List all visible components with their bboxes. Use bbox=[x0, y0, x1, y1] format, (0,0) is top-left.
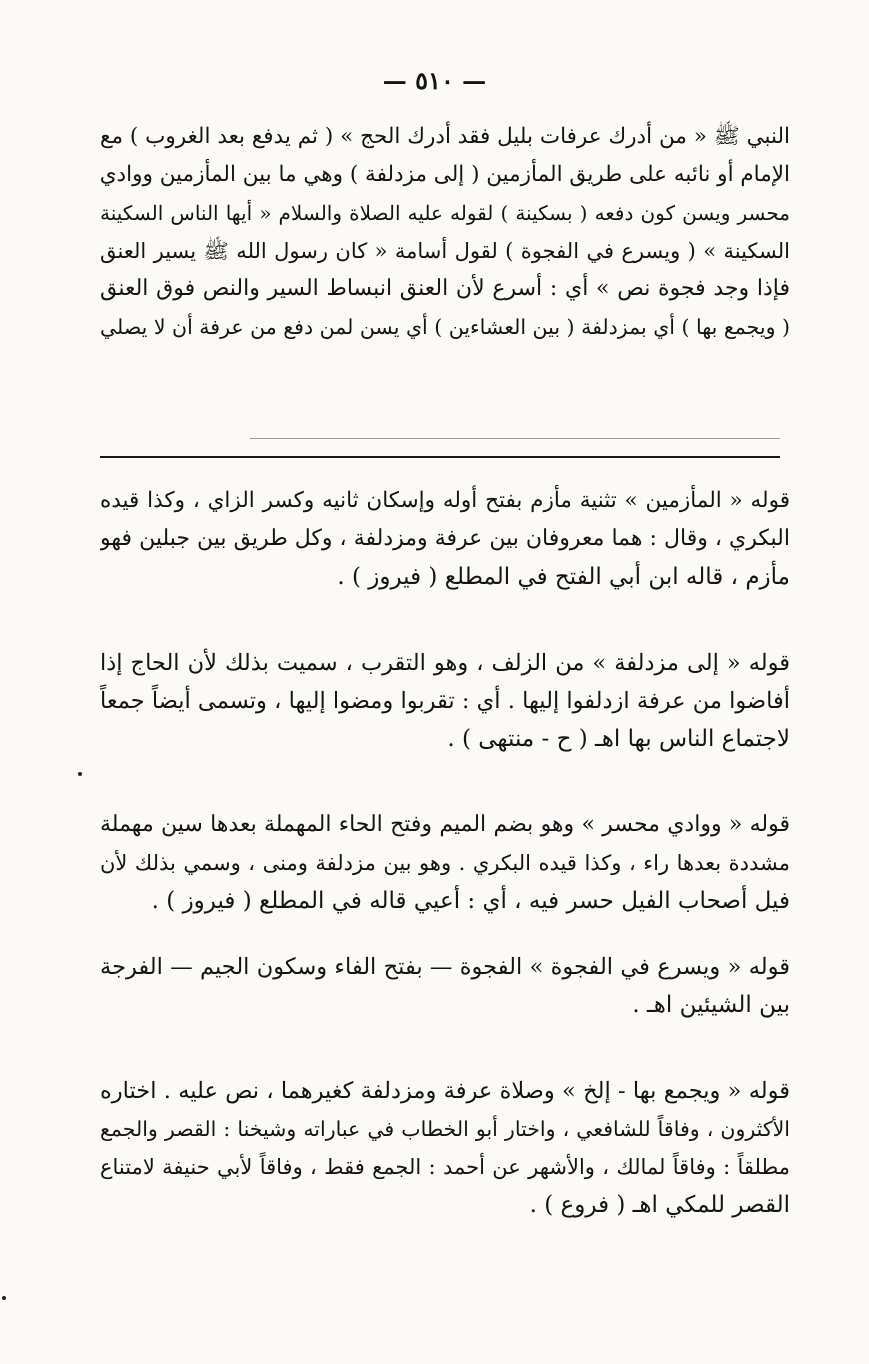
main-text-line: النبي ﷺ « من أدرك عرفات بليل فقد أدرك الحج » ( ثم يدفع بعد الغروب ) مع bbox=[100, 124, 790, 149]
footnote-line: بين الشيئين اهـ . bbox=[632, 992, 790, 1018]
footnote-line: قوله « ووادي محسر » وهو بضم الميم وفتح الحاء المهملة بعدها سين مهملة bbox=[100, 812, 790, 837]
footnote-line: فيل أصحاب الفيل حسر فيه ، أي : أعيي قاله في المطلع ( فيروز ) . bbox=[151, 888, 790, 914]
footnote-line: قوله « ويجمع بها - إلخ » وصلاة عرفة ومزدلفة كغيرهما ، نص عليه . اختاره bbox=[100, 1078, 790, 1104]
footnote-divider bbox=[100, 456, 780, 458]
footnote-line: قوله « ويسرع في الفجوة » الفجوة — بفتح الفاء وسكون الجيم — الفرجة bbox=[100, 954, 790, 980]
footnote-line: قوله « المأزمين » تثنية مأزم بفتح أوله وإسكان ثانيه وكسر الزاي ، وكذا قيده bbox=[100, 488, 790, 513]
footnote-muzdalifa bbox=[100, 644, 790, 758]
footnote-jam bbox=[100, 1072, 790, 1224]
main-text bbox=[100, 118, 790, 346]
main-text-line: محسر ويسن كون دفعه ( بسكينة ) لقوله عليه الصلاة والسلام « أيها الناس السكينة bbox=[100, 201, 790, 225]
main-text-line: فإذا وجد فجوة نص » أي : أسرع لأن العنق انبساط السير والنص فوق العنق bbox=[100, 276, 790, 301]
text-divider-thin bbox=[250, 438, 780, 439]
page-number: — ٥١٠ — bbox=[382, 66, 487, 95]
ink-speck bbox=[78, 772, 82, 776]
footnote-line: الأكثرون ، وفاقاً للشافعي ، واختار أبو الخطاب في عباراته وشيخنا : القصر والجمع bbox=[100, 1117, 790, 1141]
main-text-line: الإمام أو نائبه على طريق المأزمين ( إلى مزدلفة ) وهي ما بين المأزمين ووادي bbox=[100, 162, 790, 187]
footnote-line: القصر للمكي اهـ ( فروع ) . bbox=[529, 1192, 790, 1218]
footnote-line: مشددة بعدها راء ، وكذا قيده البكري . وهو بين مزدلفة ومنى ، وسمي بذلك لأن bbox=[100, 851, 790, 875]
footnote-line: أفاضوا من عرفة ازدلفوا إليها . أي : تقربوا ومضوا إليها ، وتسمى أيضاً جمعاً bbox=[100, 688, 790, 714]
footnote-line: قوله « إلى مزدلفة » من الزلف ، وهو التقرب ، سميت بذلك لأن الحاج إذا bbox=[100, 650, 790, 676]
footnote-wadi-muhassir bbox=[100, 806, 790, 920]
footnote-line: البكري ، وقال : هما معروفان بين عرفة ومزدلفة ، وكل طريق بين جبلين فهو bbox=[100, 526, 790, 551]
ink-speck bbox=[2, 1296, 6, 1300]
footnote-mazimayn bbox=[100, 482, 790, 596]
footnote-line: لاجتماع الناس بها اهـ ( ح - منتهى ) . bbox=[447, 726, 790, 752]
footnote-line: مطلقاً : وفاقاً لمالك ، والأشهر عن أحمد : الجمع فقط ، وفاقاً لأبي حنيفة لامتناع bbox=[100, 1155, 790, 1179]
footnote-fajwa bbox=[100, 948, 790, 1024]
main-text-line: السكينة » ( ويسرع في الفجوة ) لقول أسامة « كان رسول الله ﷺ يسير العنق bbox=[100, 239, 790, 263]
main-text-line: ( ويجمع بها ) أي بمزدلفة ( بين العشاءين ) أي يسن لمن دفع من عرفة أن لا يصلي bbox=[100, 315, 790, 339]
footnote-line: مأزم ، قاله ابن أبي الفتح في المطلع ( فيروز ) . bbox=[337, 564, 790, 590]
